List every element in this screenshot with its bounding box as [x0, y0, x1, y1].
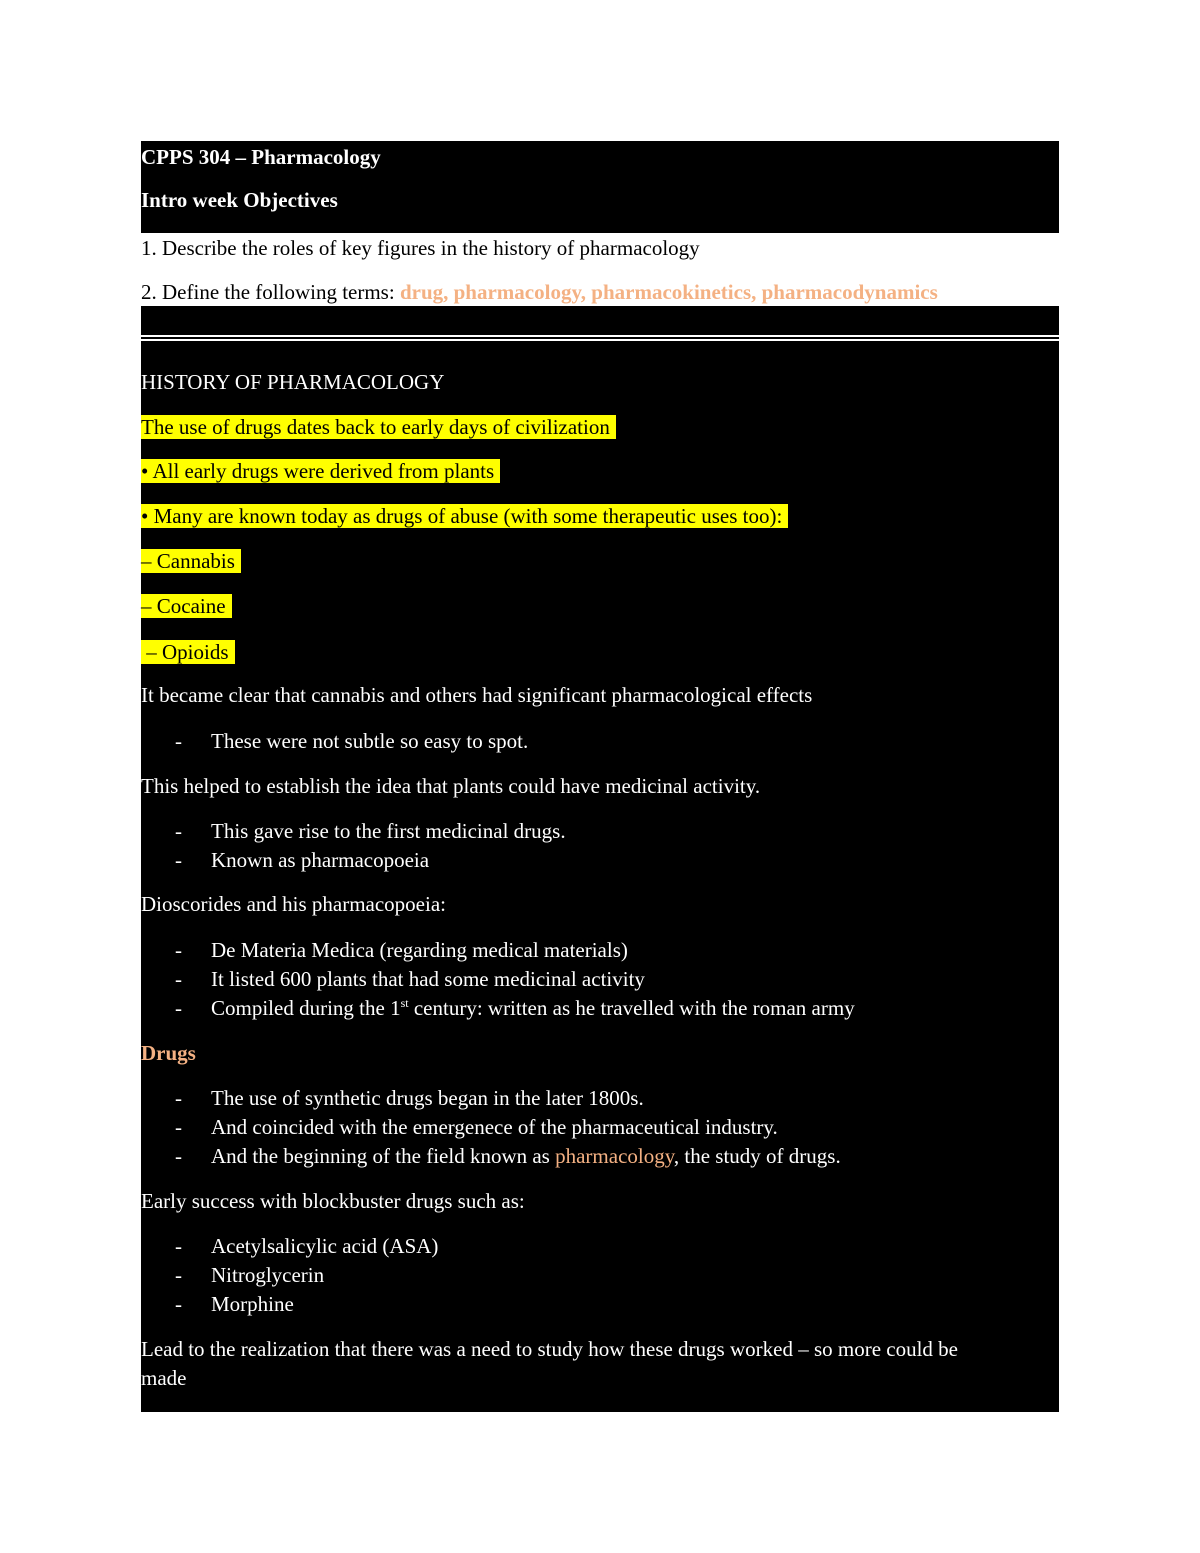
list-item: This gave rise to the first medicinal drugs. [211, 819, 566, 843]
highlight-text: The use of drugs dates back to early days of civilization [141, 415, 616, 439]
dash-bullet: - [175, 1086, 182, 1110]
dash-bullet: - [175, 819, 182, 843]
highlight-text: – Cannabis [141, 549, 241, 573]
highlight-line-2 [141, 458, 500, 484]
conclusion-line-2: made [141, 1366, 187, 1390]
conclusion-line-1: Lead to the realization that there was a need to study how these drugs worked – so more could be [141, 1337, 959, 1361]
list-item-text: Compiled during the 1 [211, 996, 401, 1020]
paragraph: Dioscorides and his pharmacopoeia: [141, 892, 446, 916]
list-item [211, 1143, 841, 1169]
list-item: And coincided with the emergenece of the pharmaceutical industry. [211, 1115, 778, 1139]
list-item [211, 995, 855, 1021]
highlight-text: – Opioids [141, 640, 235, 664]
list-item: The use of synthetic drugs began in the later 1800s. [211, 1086, 644, 1110]
list-item: These were not subtle so easy to spot. [211, 729, 529, 753]
highlight-text: • Many are known today as drugs of abuse (with some therapeutic uses too): [141, 504, 788, 528]
highlight-line-1 [141, 414, 616, 440]
superscript: st [400, 996, 409, 1010]
list-item: Known as pharmacopoeia [211, 848, 430, 872]
highlight-text: – Cocaine [141, 594, 232, 618]
highlight-line-4 [141, 548, 241, 574]
double-rule-top [141, 335, 1059, 337]
highlight-line-6 [141, 639, 235, 665]
dash-bullet: - [175, 848, 182, 872]
highlight-line-3 [141, 503, 788, 529]
dash-bullet: - [175, 1115, 182, 1139]
objective-2 [141, 279, 938, 305]
dash-bullet: - [175, 967, 182, 991]
objective-1: 1. Describe the roles of key figures in the history of pharmacology [141, 236, 700, 260]
paragraph: It became clear that cannabis and others had significant pharmacological effects [141, 683, 813, 707]
dash-bullet: - [175, 1263, 182, 1287]
list-item: Nitroglycerin [211, 1263, 325, 1287]
course-title: CPPS 304 – Pharmacology [141, 145, 381, 169]
paragraph: Early success with blockbuster drugs such as: [141, 1189, 525, 1213]
objective-2-prefix: 2. Define the following terms: [141, 280, 400, 304]
paragraph: This helped to establish the idea that plants could have medicinal activity. [141, 774, 761, 798]
dash-bullet: - [175, 1234, 182, 1258]
list-item: De Materia Medica (regarding medical materials) [211, 938, 628, 962]
pharmacology-term: pharmacology [555, 1144, 674, 1168]
dash-bullet: - [175, 1144, 182, 1168]
list-item: Morphine [211, 1292, 294, 1316]
list-item-text: And the beginning of the field known as [211, 1144, 556, 1168]
dash-bullet: - [175, 938, 182, 962]
dash-bullet: - [175, 729, 182, 753]
highlight-text: • All early drugs were derived from plants [141, 459, 500, 483]
objective-2-terms: drug, pharmacology, pharmacokinetics, pharmacodynamics [399, 280, 938, 304]
double-rule-bottom [141, 339, 1059, 341]
history-heading: HISTORY OF PHARMACOLOGY [141, 370, 445, 394]
highlight-line-5 [141, 593, 232, 619]
list-item-text: century: written as he travelled with the roman army [408, 996, 855, 1020]
list-item-text: , the study of drugs. [673, 1144, 841, 1168]
objectives-heading: Intro week Objectives [141, 188, 338, 212]
list-item: It listed 600 plants that had some medicinal activity [211, 967, 645, 991]
dash-bullet: - [175, 1292, 182, 1316]
drugs-heading: Drugs [141, 1041, 196, 1065]
list-item: Acetylsalicylic acid (ASA) [211, 1234, 439, 1258]
dash-bullet: - [175, 996, 182, 1020]
